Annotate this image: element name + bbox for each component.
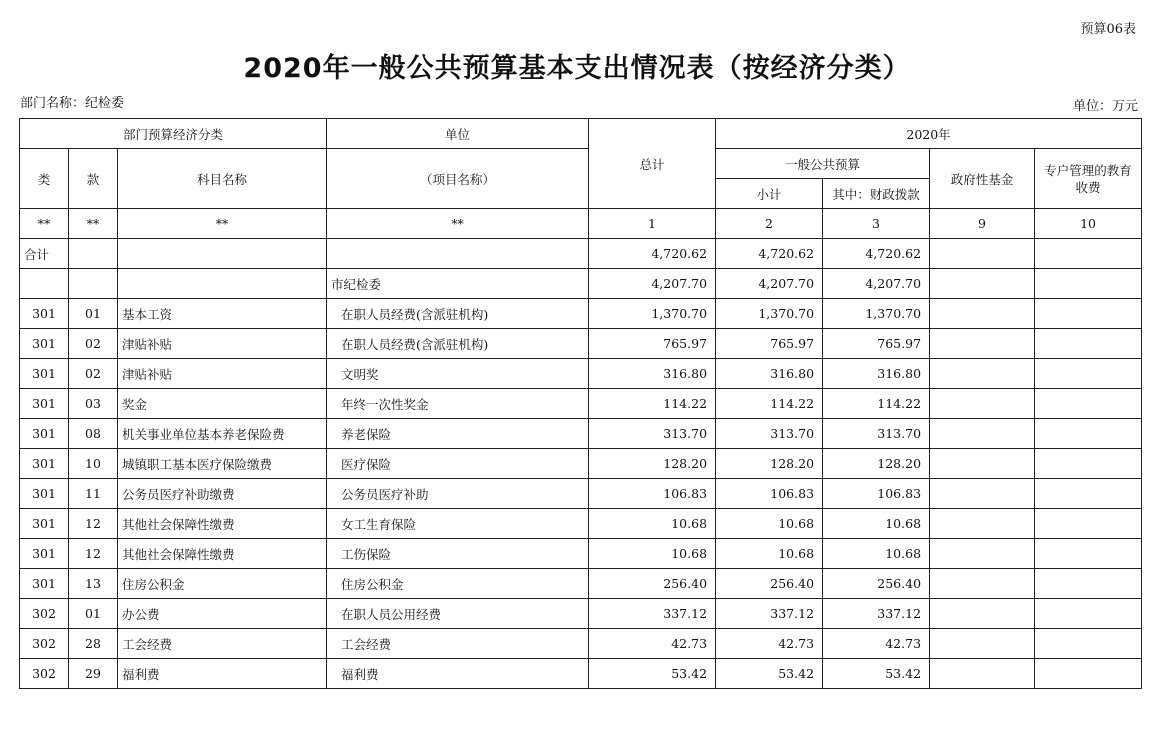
cell-subtotal: 337.12 — [716, 599, 823, 629]
cell-subtotal: 106.83 — [716, 479, 823, 509]
cell-fiscal-alloc: 128.20 — [823, 449, 930, 479]
cell-edu-fee — [1035, 479, 1142, 509]
cell-unit: 工伤保险 — [327, 539, 589, 569]
cell-total: 106.83 — [589, 479, 716, 509]
cell-fiscal-alloc: 10.68 — [823, 539, 930, 569]
cell-fiscal-alloc: 10.68 — [823, 509, 930, 539]
cell-subtotal: 4,720.62 — [716, 239, 823, 269]
header-subject-name: 科目名称 — [118, 149, 327, 209]
cell-lei: 301 — [20, 299, 69, 329]
cell-gov-fund — [930, 659, 1035, 689]
code-cell: 1 — [589, 209, 716, 239]
cell-lei — [20, 269, 69, 299]
cell-gov-fund — [930, 629, 1035, 659]
cell-fiscal-alloc: 106.83 — [823, 479, 930, 509]
cell-kuan — [69, 239, 118, 269]
cell-gov-fund — [930, 449, 1035, 479]
table-row — [20, 299, 1142, 329]
table-row — [20, 479, 1142, 509]
cell-fiscal-alloc: 337.12 — [823, 599, 930, 629]
table-header — [20, 119, 1142, 239]
cell-total: 53.42 — [589, 659, 716, 689]
cell-edu-fee — [1035, 239, 1142, 269]
cell-subtotal: 1,370.70 — [716, 299, 823, 329]
cell-total: 128.20 — [589, 449, 716, 479]
table-row — [20, 269, 1142, 299]
cell-total: 10.68 — [589, 509, 716, 539]
header-lei: 类 — [20, 149, 69, 209]
cell-subtotal: 256.40 — [716, 569, 823, 599]
cell-subject-name: 其他社会保障性缴费 — [118, 539, 327, 569]
cell-gov-fund — [930, 389, 1035, 419]
cell-subtotal: 114.22 — [716, 389, 823, 419]
cell-lei: 合计 — [20, 239, 69, 269]
cell-total: 337.12 — [589, 599, 716, 629]
form-number: 预算06表 — [1080, 22, 1136, 37]
table-row — [20, 539, 1142, 569]
cell-edu-fee — [1035, 659, 1142, 689]
cell-kuan: 10 — [69, 449, 118, 479]
code-cell: ** — [69, 209, 118, 239]
code-cell: 3 — [823, 209, 930, 239]
cell-edu-fee — [1035, 419, 1142, 449]
cell-lei: 301 — [20, 389, 69, 419]
table-row — [20, 389, 1142, 419]
cell-lei: 301 — [20, 329, 69, 359]
cell-unit: 在职人员经费(含派驻机构) — [327, 329, 589, 359]
cell-subtotal: 4,207.70 — [716, 269, 823, 299]
table-row — [20, 449, 1142, 479]
cell-gov-fund — [930, 269, 1035, 299]
header-project-name: （项目名称） — [327, 149, 589, 209]
cell-fiscal-alloc: 4,207.70 — [823, 269, 930, 299]
cell-kuan: 01 — [69, 599, 118, 629]
cell-kuan: 28 — [69, 629, 118, 659]
cell-subtotal: 10.68 — [716, 539, 823, 569]
cell-subject-name: 工会经费 — [118, 629, 327, 659]
cell-edu-fee — [1035, 389, 1142, 419]
cell-subject-name: 福利费 — [118, 659, 327, 689]
cell-lei: 302 — [20, 629, 69, 659]
cell-unit: 市纪检委 — [327, 269, 589, 299]
header-subtotal: 小计 — [716, 179, 823, 209]
header-code-row — [20, 209, 1142, 239]
header-fiscal-alloc: 其中：财政拨款 — [823, 179, 930, 209]
header-general-budget: 一般公共预算 — [716, 149, 930, 179]
header-gov-fund: 政府性基金 — [930, 149, 1035, 209]
code-cell: 2 — [716, 209, 823, 239]
cell-subject-name: 城镇职工基本医疗保险缴费 — [118, 449, 327, 479]
header-edu-fee: 专户管理的教育收费 — [1035, 149, 1142, 209]
cell-total: 114.22 — [589, 389, 716, 419]
header-econ-class: 部门预算经济分类 — [20, 119, 327, 149]
table-body — [20, 239, 1142, 689]
cell-subject-name: 机关事业单位基本养老保险费 — [118, 419, 327, 449]
table-row — [20, 419, 1142, 449]
cell-lei: 301 — [20, 419, 69, 449]
cell-edu-fee — [1035, 449, 1142, 479]
cell-subject-name: 住房公积金 — [118, 569, 327, 599]
cell-unit — [327, 239, 589, 269]
cell-unit: 工会经费 — [327, 629, 589, 659]
cell-fiscal-alloc: 53.42 — [823, 659, 930, 689]
table-row — [20, 659, 1142, 689]
cell-gov-fund — [930, 569, 1035, 599]
table-row — [20, 359, 1142, 389]
cell-fiscal-alloc: 313.70 — [823, 419, 930, 449]
cell-kuan: 12 — [69, 509, 118, 539]
table-row — [20, 569, 1142, 599]
cell-gov-fund — [930, 299, 1035, 329]
cell-total: 1,370.70 — [589, 299, 716, 329]
code-cell: ** — [20, 209, 69, 239]
cell-gov-fund — [930, 539, 1035, 569]
cell-subtotal: 313.70 — [716, 419, 823, 449]
cell-total: 42.73 — [589, 629, 716, 659]
cell-edu-fee — [1035, 509, 1142, 539]
header-total: 总计 — [589, 119, 716, 209]
cell-fiscal-alloc: 4,720.62 — [823, 239, 930, 269]
cell-edu-fee — [1035, 359, 1142, 389]
cell-subject-name: 津贴补贴 — [118, 359, 327, 389]
cell-subtotal: 765.97 — [716, 329, 823, 359]
cell-gov-fund — [930, 419, 1035, 449]
code-cell: ** — [118, 209, 327, 239]
header-kuan: 款 — [69, 149, 118, 209]
cell-unit: 公务员医疗补助 — [327, 479, 589, 509]
cell-gov-fund — [930, 479, 1035, 509]
cell-kuan: 11 — [69, 479, 118, 509]
cell-kuan: 12 — [69, 539, 118, 569]
cell-total: 256.40 — [589, 569, 716, 599]
cell-unit: 医疗保险 — [327, 449, 589, 479]
cell-subject-name: 公务员医疗补助缴费 — [118, 479, 327, 509]
cell-subject-name: 其他社会保障性缴费 — [118, 509, 327, 539]
cell-edu-fee — [1035, 269, 1142, 299]
unit-label: 单位：万元 — [1072, 99, 1138, 114]
cell-subject-name: 基本工资 — [118, 299, 327, 329]
cell-unit: 住房公积金 — [327, 569, 589, 599]
department-label: 部门名称：纪检委 — [20, 96, 125, 111]
cell-gov-fund — [930, 599, 1035, 629]
cell-kuan: 02 — [69, 359, 118, 389]
cell-kuan: 02 — [69, 329, 118, 359]
cell-kuan: 08 — [69, 419, 118, 449]
cell-unit: 文明奖 — [327, 359, 589, 389]
code-cell: 10 — [1035, 209, 1142, 239]
cell-lei: 301 — [20, 449, 69, 479]
cell-edu-fee — [1035, 329, 1142, 359]
cell-subtotal: 128.20 — [716, 449, 823, 479]
cell-unit: 福利费 — [327, 659, 589, 689]
cell-edu-fee — [1035, 599, 1142, 629]
table-row — [20, 599, 1142, 629]
cell-unit: 在职人员经费(含派驻机构) — [327, 299, 589, 329]
table-row — [20, 629, 1142, 659]
cell-lei: 301 — [20, 479, 69, 509]
cell-fiscal-alloc: 1,370.70 — [823, 299, 930, 329]
cell-total: 316.80 — [589, 359, 716, 389]
header-year: 2020年 — [716, 119, 1142, 149]
table-row — [20, 239, 1142, 269]
table-row — [20, 329, 1142, 359]
cell-edu-fee — [1035, 569, 1142, 599]
cell-lei: 301 — [20, 539, 69, 569]
cell-subject-name: 办公费 — [118, 599, 327, 629]
cell-fiscal-alloc: 42.73 — [823, 629, 930, 659]
cell-fiscal-alloc: 765.97 — [823, 329, 930, 359]
cell-total: 4,207.70 — [589, 269, 716, 299]
cell-kuan: 01 — [69, 299, 118, 329]
header-unit: 单位 — [327, 119, 589, 149]
cell-subject-name — [118, 269, 327, 299]
cell-subtotal: 53.42 — [716, 659, 823, 689]
cell-subject-name: 津贴补贴 — [118, 329, 327, 359]
cell-subtotal: 42.73 — [716, 629, 823, 659]
cell-total: 4,720.62 — [589, 239, 716, 269]
cell-fiscal-alloc: 316.80 — [823, 359, 930, 389]
cell-unit: 年终一次性奖金 — [327, 389, 589, 419]
cell-lei: 302 — [20, 659, 69, 689]
cell-unit: 养老保险 — [327, 419, 589, 449]
table-row — [20, 509, 1142, 539]
cell-subject-name — [118, 239, 327, 269]
cell-lei: 302 — [20, 599, 69, 629]
cell-lei: 301 — [20, 359, 69, 389]
code-cell: ** — [327, 209, 589, 239]
cell-subtotal: 316.80 — [716, 359, 823, 389]
cell-edu-fee — [1035, 629, 1142, 659]
cell-fiscal-alloc: 114.22 — [823, 389, 930, 419]
cell-lei: 301 — [20, 569, 69, 599]
cell-gov-fund — [930, 509, 1035, 539]
cell-fiscal-alloc: 256.40 — [823, 569, 930, 599]
cell-total: 313.70 — [589, 419, 716, 449]
cell-unit: 在职人员公用经费 — [327, 599, 589, 629]
code-cell: 9 — [930, 209, 1035, 239]
cell-kuan: 13 — [69, 569, 118, 599]
cell-gov-fund — [930, 239, 1035, 269]
budget-table — [19, 118, 1142, 689]
cell-subject-name: 奖金 — [118, 389, 327, 419]
cell-kuan: 03 — [69, 389, 118, 419]
cell-total: 10.68 — [589, 539, 716, 569]
cell-edu-fee — [1035, 539, 1142, 569]
cell-lei: 301 — [20, 509, 69, 539]
cell-gov-fund — [930, 359, 1035, 389]
cell-subtotal: 10.68 — [716, 509, 823, 539]
page-title: 2020年一般公共预算基本支出情况表（按经济分类） — [243, 53, 911, 84]
cell-edu-fee — [1035, 299, 1142, 329]
cell-kuan — [69, 269, 118, 299]
cell-gov-fund — [930, 329, 1035, 359]
cell-unit: 女工生育保险 — [327, 509, 589, 539]
cell-total: 765.97 — [589, 329, 716, 359]
cell-kuan: 29 — [69, 659, 118, 689]
